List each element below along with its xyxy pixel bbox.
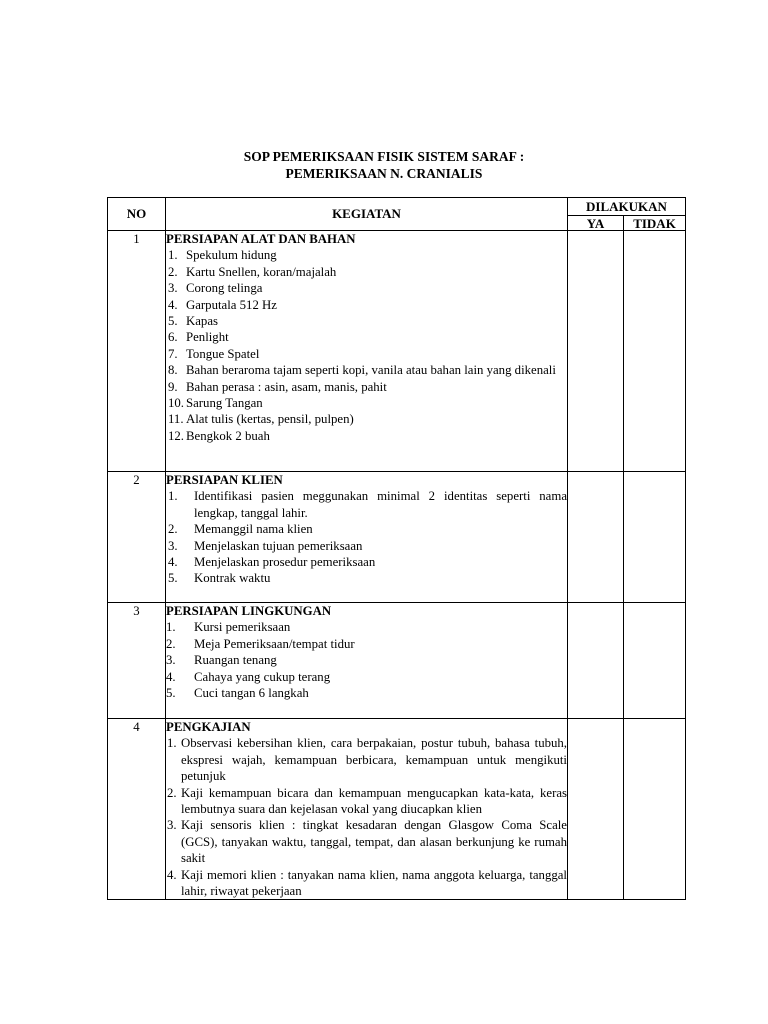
header-dilakukan: DILAKUKAN — [568, 198, 686, 216]
list-item: 6. Penlight — [168, 330, 229, 345]
checkbox-cell-tidak[interactable] — [624, 719, 686, 900]
list-item: 9. Bahan perasa : asin, asam, manis, pahit — [168, 379, 387, 394]
checkbox-cell-tidak[interactable] — [624, 603, 686, 719]
list-item: 5. Cuci tangan 6 langkah — [166, 686, 309, 701]
checkbox-cell-ya[interactable] — [568, 472, 624, 603]
checkbox-cell-ya[interactable] — [568, 603, 624, 719]
list-item: 2. Kaji kemampuan bicara dan kemampuan mengucapkan kata-kata, keras lembutnya suara dan kejelasan vokal yang diucapkan klien — [167, 785, 567, 817]
list-item: 2. Memanggil nama klien — [168, 522, 313, 537]
list-item: 5. Kontrak waktu — [168, 571, 271, 586]
section-heading: PERSIAPAN ALAT DAN BAHAN — [166, 232, 356, 246]
row-number: 4 — [108, 719, 166, 900]
row-number: 2 — [108, 472, 166, 603]
list-item: 3. Ruangan tenang — [166, 653, 277, 668]
list-item: 4. Cahaya yang cukup terang — [166, 669, 331, 684]
checkbox-cell-ya[interactable] — [568, 231, 624, 472]
list-item: 2. Meja Pemeriksaan/tempat tidur — [166, 636, 355, 651]
checkbox-cell-tidak[interactable] — [624, 231, 686, 472]
list-item: 11. Alat tulis (kertas, pensil, pulpen) — [168, 412, 354, 427]
row-kegiatan — [166, 472, 568, 603]
table-row — [108, 472, 686, 603]
item-list — [166, 247, 567, 444]
item-list — [166, 488, 567, 586]
section-heading: PENGKAJIAN — [166, 720, 251, 734]
list-item: 1. Observasi kebersihan klien, cara berpakaian, postur tubuh, bahasa tubuh, ekspresi wajah, kemampuan berbicara, kemampuan untuk mengikuti petunjuk — [167, 736, 567, 784]
table-row — [108, 719, 686, 900]
header-tidak: TIDAK — [624, 216, 686, 231]
row-kegiatan — [166, 231, 568, 472]
list-item: 3. Menjelaskan tujuan pemeriksaan — [168, 538, 363, 553]
row-kegiatan — [166, 603, 568, 719]
list-item: 10. Sarung Tangan — [168, 396, 263, 411]
section-heading: PERSIAPAN KLIEN — [166, 473, 283, 487]
table-row — [108, 603, 686, 719]
header-no: NO — [108, 198, 166, 231]
list-item: 4. Menjelaskan prosedur pemeriksaan — [168, 555, 376, 570]
list-item: 12. Bengkok 2 buah — [168, 428, 270, 443]
list-item: 2. Kartu Snellen, koran/majalah — [168, 264, 337, 279]
item-list — [166, 735, 567, 899]
list-item: 4. Kaji memori klien : tanyakan nama klien, nama anggota keluarga, tanggal lahir, riwayat pekerjaan — [167, 867, 567, 899]
row-kegiatan — [166, 719, 568, 900]
header-kegiatan: KEGIATAN — [166, 198, 568, 231]
document-title — [0, 148, 768, 182]
list-item: 1. Identifikasi pasien meggunakan minimal 2 identitas seperti nama lengkap, tanggal lahir. — [168, 489, 567, 520]
checkbox-cell-tidak[interactable] — [624, 472, 686, 603]
item-list — [166, 619, 567, 701]
list-item: 1. Spekulum hidung — [168, 248, 277, 263]
checkbox-cell-ya[interactable] — [568, 719, 624, 900]
section-heading: PERSIAPAN LINGKUNGAN — [166, 604, 332, 618]
row-number: 1 — [108, 231, 166, 472]
list-item: 5. Kapas — [168, 314, 218, 329]
list-item: 3. Kaji sensoris klien : tingkat kesadaran dengan Glasgow Coma Scale (GCS), tanyakan waktu, tanggal, tempat, dan alasan berkunjung ke rumah sakit — [167, 818, 567, 866]
list-item: 7. Tongue Spatel — [168, 346, 260, 361]
header-ya: YA — [568, 216, 624, 231]
title-line-1: SOP PEMERIKSAAN FISIK SISTEM SARAF : — [243, 149, 525, 164]
sop-table — [107, 197, 686, 900]
title-line-2: PEMERIKSAAN N. CRANIALIS — [285, 166, 483, 181]
list-item: 1. Kursi pemeriksaan — [166, 620, 291, 635]
table-row — [108, 231, 686, 472]
list-item: 4. Garputala 512 Hz — [168, 297, 277, 312]
row-number: 3 — [108, 603, 166, 719]
list-item: 8. Bahan beraroma tajam seperti kopi, vanila atau bahan lain yang dikenali — [168, 363, 556, 378]
list-item: 3. Corong telinga — [168, 281, 263, 296]
